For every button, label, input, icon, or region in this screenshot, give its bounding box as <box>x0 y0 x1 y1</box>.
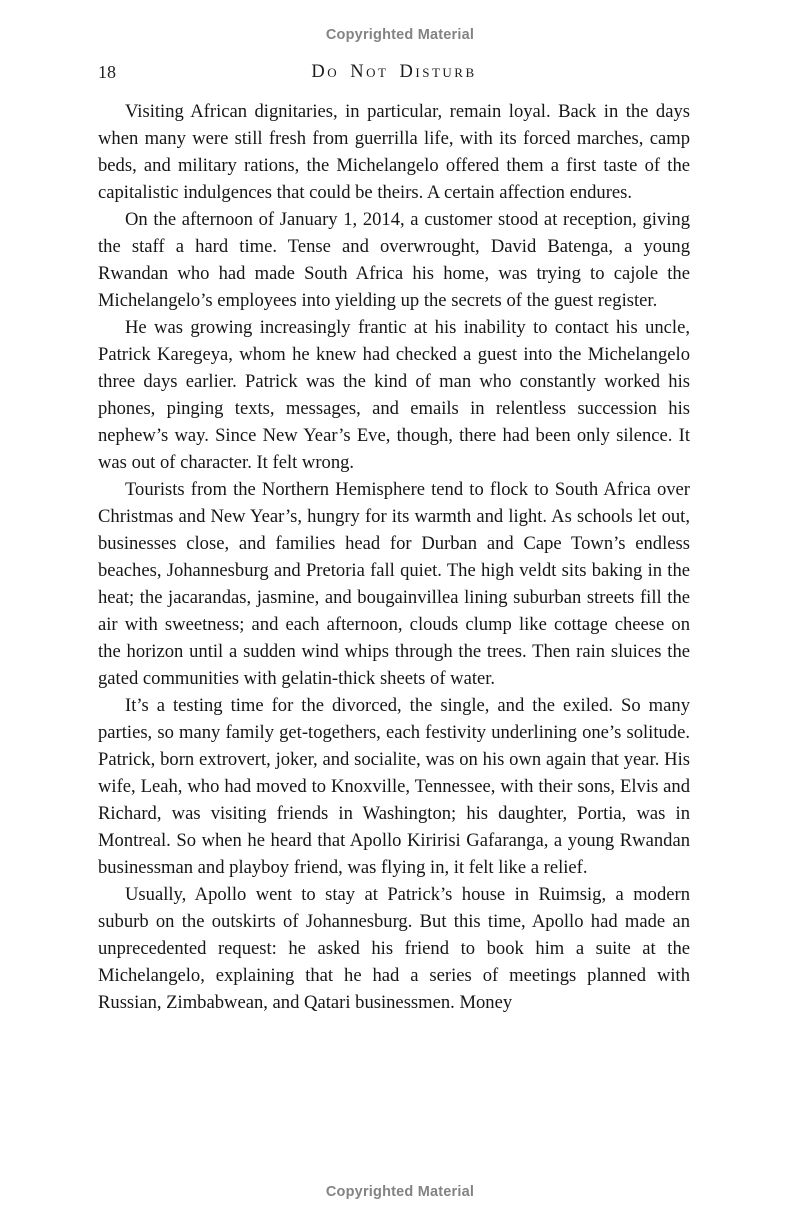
paragraph: Tourists from the Northern Hemisphere tend to flock to South Africa over Christmas and New Year’s, hungry for its warmth and light. As schools let out, businesses close, and families head for Durban and Cape Town’s endless beaches, Johannesburg and Pretoria fall quiet. The high veldt sits baking in the heat; the jacarandas, jasmine, and bougainvillea lining suburban streets fill the air with sweetness; and each afternoon, clouds clump like cottage cheese on the horizon until a sudden wind whips through the trees. Then rain sluices the gated communities with gelatin-thick sheets of water. <box>98 479 690 689</box>
paragraph: Visiting African dignitaries, in particular, remain loyal. Back in the days when many were still fresh from guerrilla life, with its forced marches, camp beds, and military rations, the Michelangelo offered them a first taste of the capitalistic indulgences that could be theirs. A certain affection endures. <box>98 101 690 203</box>
copyright-notice-top: Copyrighted Material <box>325 27 475 43</box>
paragraph: It’s a testing time for the divorced, the single, and the exiled. So many parties, so many family get-togethers, each festivity underlining one’s solitude. Patrick, born extrovert, joker, and socialite, was on his own again that year. His wife, Leah, who had moved to Knoxville, Tennessee, with their sons, Elvis and Richard, was visiting friends in Washington; his daughter, Portia, was in Montreal. So when he heard that Apollo Kiririsi Gafaranga, a young Rwandan businessman and playboy friend, was flying in, it felt like a relief. <box>98 695 690 878</box>
page-header <box>98 62 690 86</box>
running-head-title: Do Not Disturb <box>311 62 477 82</box>
copyright-notice-bottom: Copyrighted Material <box>325 1184 475 1200</box>
body-text <box>98 98 690 1016</box>
paragraph: On the afternoon of January 1, 2014, a customer stood at reception, giving the staff a hard time. Tense and overwrought, David Batenga, a young Rwandan who had made South Africa his home, was trying to cajole the Michelangelo’s employees into yielding up the secrets of the guest register. <box>98 209 690 311</box>
page-number: 18 <box>98 62 116 82</box>
paragraph: He was growing increasingly frantic at his inability to contact his uncle, Patrick Karegeya, whom he knew had checked a guest into the Michelangelo three days earlier. Patrick was the kind of man who constantly worked his phones, pinging texts, messages, and emails in relentless succession his nephew’s way. Since New Year’s Eve, though, there had been only silence. It was out of character. It felt wrong. <box>98 317 690 473</box>
paragraph: Usually, Apollo went to stay at Patrick’s house in Ruimsig, a modern suburb on the outskirts of Johannesburg. But this time, Apollo had made an unprecedented request: he asked his friend to book him a suite at the Michelangelo, explaining that he had a series of meetings planned with Russian, Zimbabwean, and Qatari businessmen. Money <box>98 884 690 1013</box>
